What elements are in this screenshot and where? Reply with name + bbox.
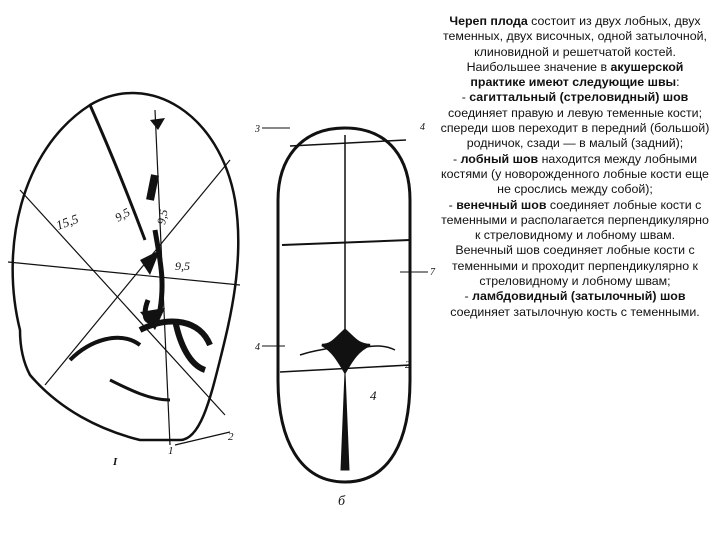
paragraph-sagittal [440, 90, 710, 151]
paragraph-frontal [440, 152, 710, 198]
intro-bold: акушерской практике имеют следующие швы [470, 59, 684, 90]
bones-text: состоит из двух лобных, двух теменных, двух височных, одной затылочной, клиновидной и решетчатой костей. [443, 14, 707, 59]
sagittal-dash: - [461, 90, 470, 105]
lateral-label-1: 15,5 [53, 210, 81, 233]
lambdoid-dash: - [464, 289, 473, 304]
top-label-4a: 4 [420, 122, 425, 133]
lateral-label-5: 2 [228, 431, 234, 443]
term-frontal-suture: лобный шов [460, 151, 539, 166]
top-label-4b: 4 [255, 342, 260, 353]
intro-end: : [676, 75, 680, 90]
term-lambdoid-suture: ламбдовидный (затылочный) шов [472, 289, 686, 304]
sagittal-text: соединяет правую и левую теменные кости; спереди шов переходит в передний (большой) родничок, сзади — в малый (задний); [440, 105, 710, 151]
lambdoid-text: соединяет затылочную кость с теменными. [450, 304, 700, 319]
paragraph-lambdoid [440, 289, 710, 320]
paragraph-coronal-repeat: Венечный шов соединяет лобные кости с теменными и проходит перпендикулярно к стреловидному и лобному швам; [452, 243, 698, 289]
top-skull-view [262, 128, 428, 482]
term-fetal-skull: Череп плода [449, 14, 528, 28]
top-label-7: 7 [430, 267, 435, 278]
lateral-skull-view [8, 93, 240, 445]
top-label-bottom: б [338, 494, 346, 509]
frontal-dash: - [452, 151, 461, 166]
top-label-3a: 3 [255, 124, 260, 135]
paragraph-coronal [440, 198, 710, 244]
description-text [440, 14, 710, 320]
term-coronal-suture: венечный шов [456, 197, 547, 212]
term-sagittal-suture: сагиттальный (стреловидный) шов [469, 90, 689, 105]
coronal-text: соединяет лобные кости с теменными и располагается перпендикулярно к стреловидному и лобному швам. [441, 197, 709, 243]
lateral-label-3: 9,5 [154, 208, 171, 226]
frontal-text: находится между лобными костями (у новорожденного лобные кости еще не срослись между собой); [441, 151, 709, 197]
lateral-label-6: 1 [168, 445, 174, 457]
lateral-label-7: I [113, 456, 118, 468]
top-label-4c: 4 [370, 388, 377, 403]
paragraph-bones [440, 14, 710, 60]
coronal-dash: - [448, 197, 457, 212]
intro-start: Наибольшее значение в [466, 59, 611, 74]
paragraph-intro [440, 60, 710, 91]
lateral-label-2: 9,5 [112, 204, 133, 225]
lateral-label-4: 9,5 [175, 259, 190, 273]
top-label-2: 2 [405, 360, 410, 371]
